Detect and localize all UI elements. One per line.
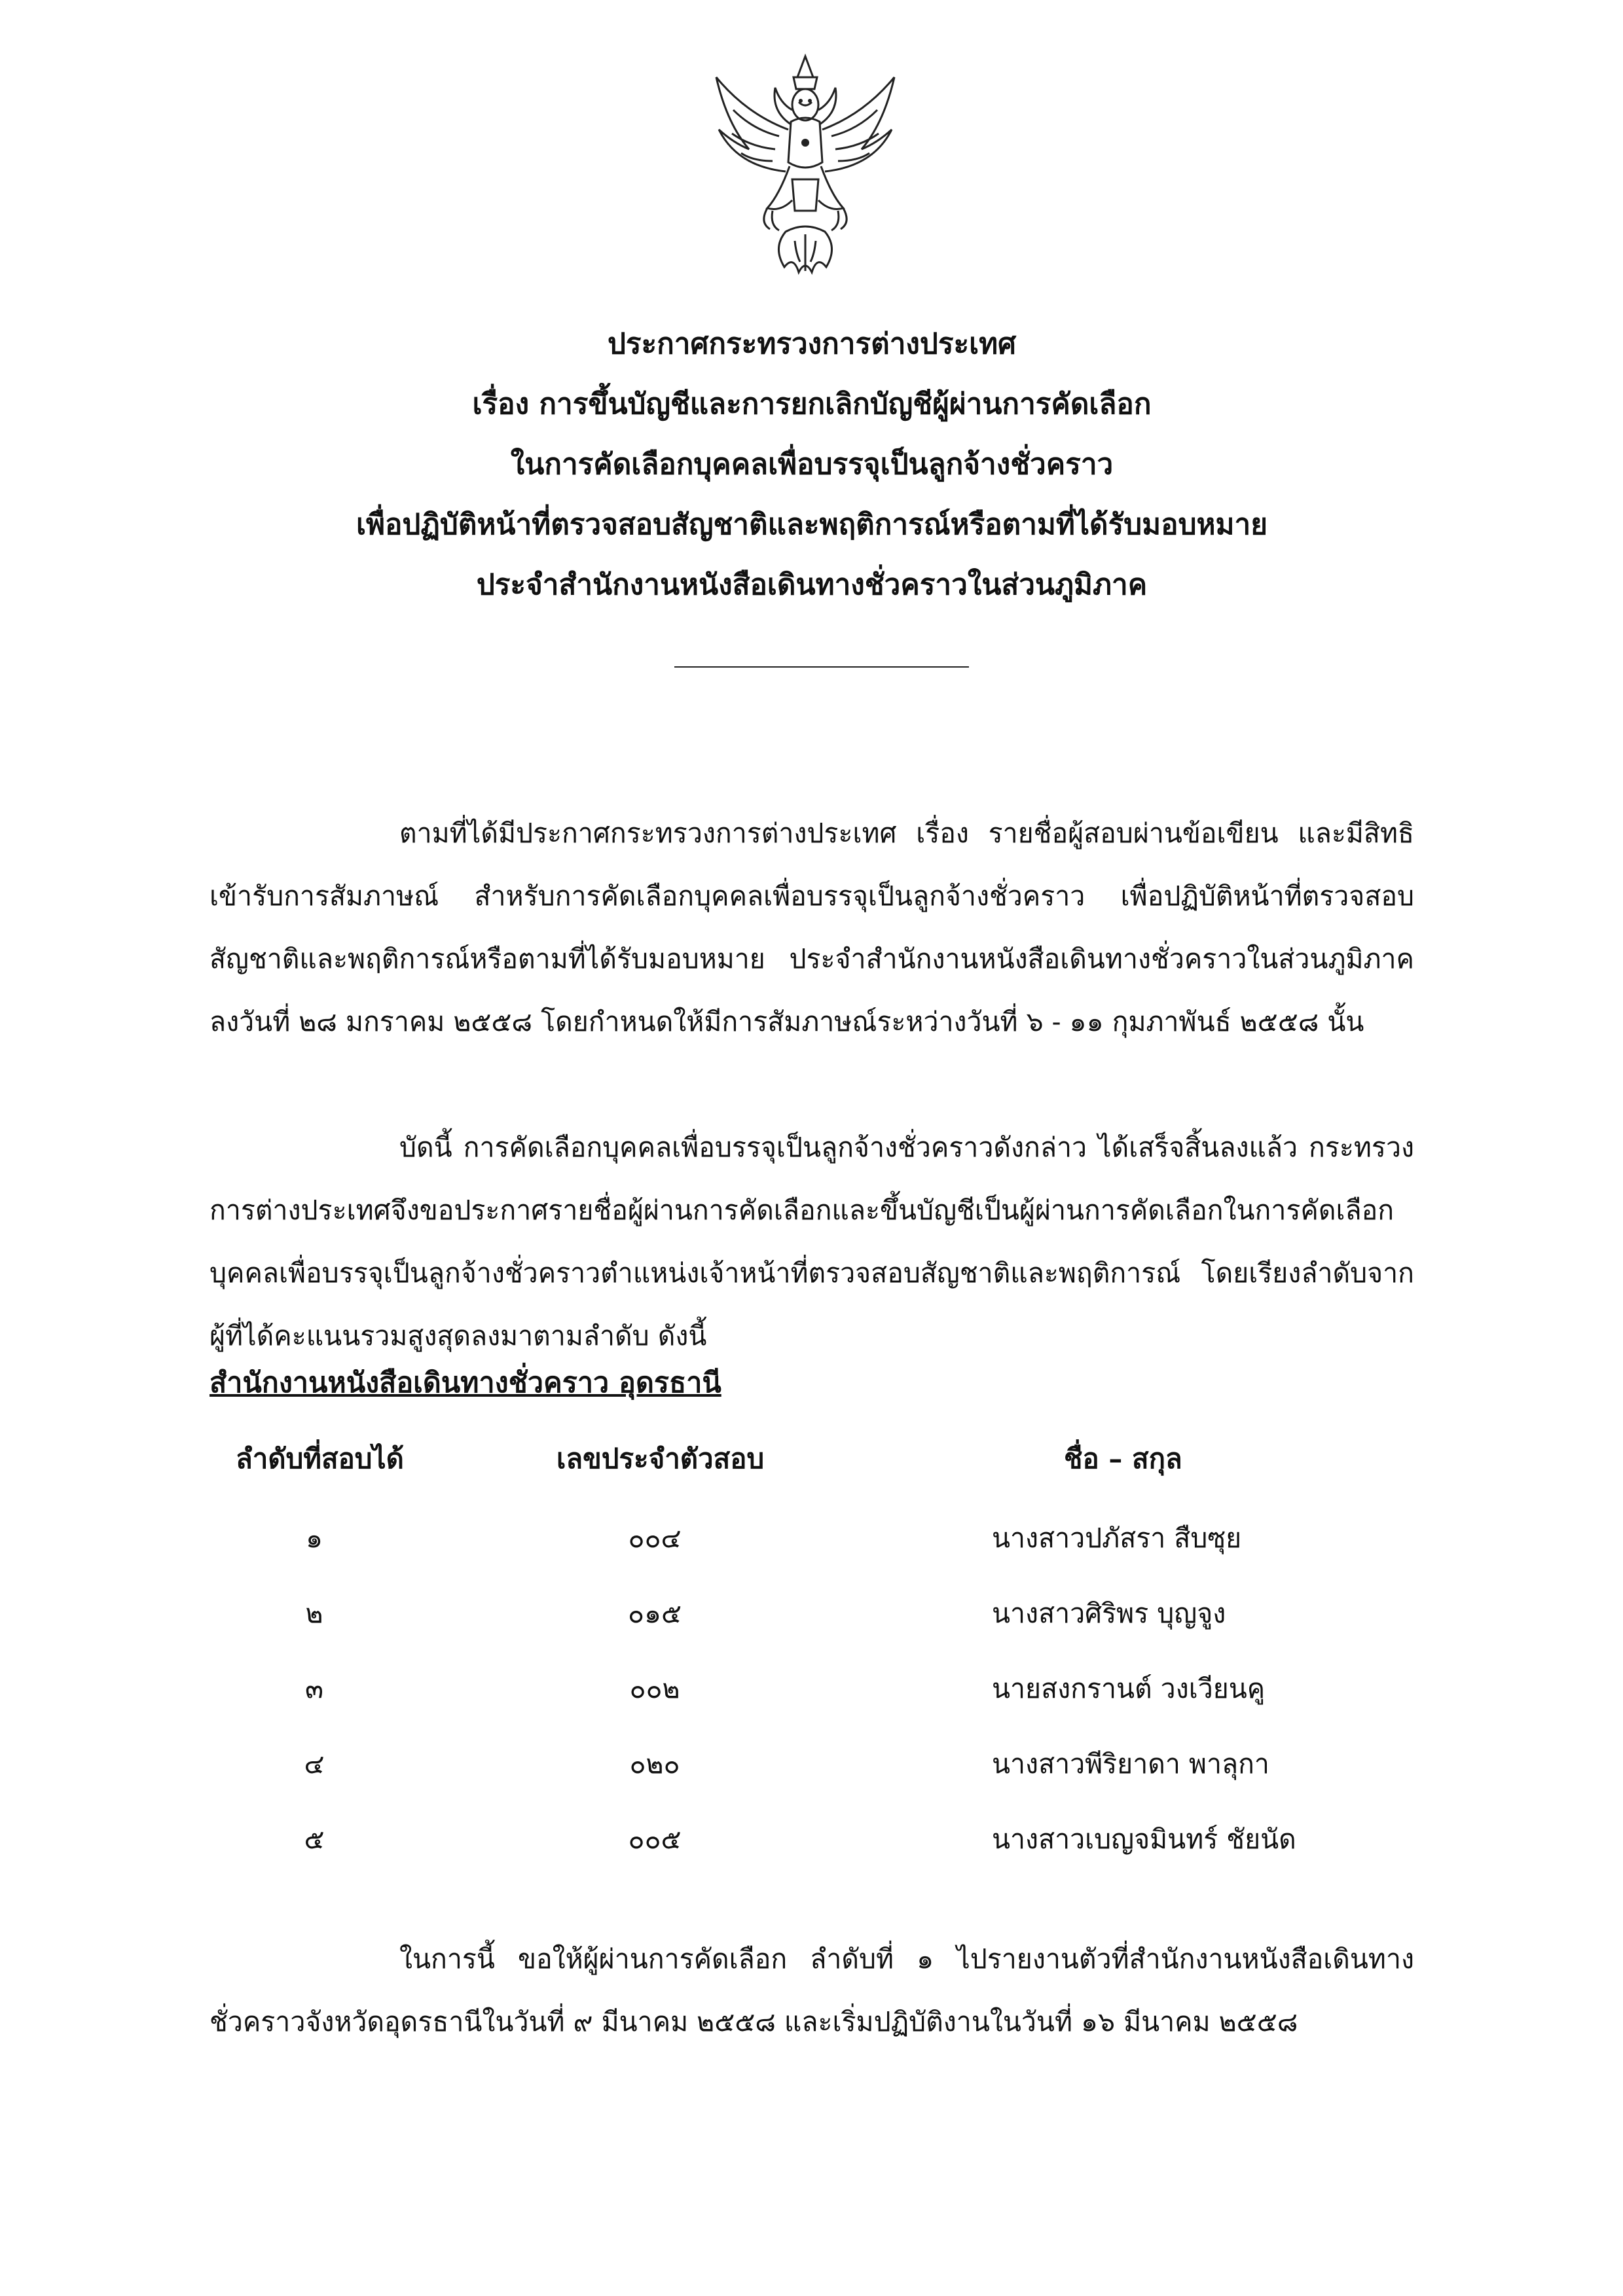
table-row-rank: ๔: [304, 1748, 325, 1780]
office-heading: สำนักงานหนังสือเดินทางชั่วคราว อุดรธานี: [210, 1367, 721, 1399]
table-row-exam-id: ๐๑๕: [627, 1598, 682, 1629]
table-row-name: นางสาวปภัสรา สืบซุย: [992, 1522, 1242, 1554]
table-row-exam-id: ๐๐๕: [628, 1823, 682, 1855]
table-row-name: นางสาวศิริพร บุญจูง: [992, 1598, 1226, 1629]
table-row-name: นางสาวพีริยาดา พาลุกา: [992, 1748, 1269, 1780]
announcement-title: ประกาศกระทรวงการต่างประเทศ: [607, 327, 1017, 361]
table-row-exam-id: ๐๐๒: [629, 1673, 680, 1704]
table-row-exam-id: ๐๒๐: [629, 1748, 680, 1780]
table-row-rank: ๕: [304, 1823, 325, 1855]
table-row-rank: ๒: [305, 1598, 323, 1629]
announcement-subject-line-4: ประจำสำนักงานหนังสือเดินทางชั่วคราวในส่วนภูมิภาค: [476, 568, 1148, 601]
paragraph-3-text: ในการนี้ ขอให้ผู้ผ่านการคัดเลือก ลำดับที่ ๑ ไปรายงานตัวที่สำนักงานหนังสือเดินทางชั่วคราวจังหวัดอุดรธานีในวันที่ ๙ มีนาคม ๒๕๕๘ และเริ่มปฏิบัติงานในวันที่ ๑๖ มีนาคม ๒๕๕๘: [210, 1943, 1414, 2037]
table-row-rank: ๑: [305, 1522, 323, 1554]
announcement-subject-line-3: เพื่อปฏิบัติหน้าที่ตรวจสอบสัญชาติและพฤติการณ์หรือตามที่ได้รับมอบหมาย: [356, 508, 1268, 541]
paragraph-2: [210, 1116, 1414, 1367]
col-header-rank: ลำดับที่สอบได้: [236, 1443, 404, 1475]
col-header-name: ชื่อ – สกุล: [1064, 1443, 1182, 1475]
announcement-subject-line-2: ในการคัดเลือกบุคคลเพื่อบรรจุเป็นลูกจ้างชั่วคราว: [510, 448, 1114, 481]
announcement-subject: เรื่อง การขึ้นบัญชีและการยกเลิกบัญชีผู้ผ่านการคัดเลือก: [472, 387, 1152, 421]
table-row-name: นายสงกรานต์ วงเวียนคู: [992, 1673, 1266, 1704]
paragraph-2-text: บัดนี้ การคัดเลือกบุคคลเพื่อบรรจุเป็นลูกจ้างชั่วคราวดังกล่าว ได้เสร็จสิ้นลงแล้ว กระทรวงการต่างประเทศจึงขอประกาศรายชื่อผู้ผ่านการคัดเลือกและขึ้นบัญชีเป็นผู้ผ่านการคัดเลือกในการคัดเลือกบุคคลเพื่อบรรจุเป็นลูกจ้างชั่วคราวตำแหน่งเจ้าหน้าที่ตรวจสอบสัญชาติและพฤติการณ์ โดยเรียงลำดับจากผู้ที่ได้คะแนนรวมสูงสุดลงมาตามลำดับ ดังนี้: [210, 1132, 1414, 1352]
col-header-exam-id: เลขประจำตัวสอบ: [556, 1443, 765, 1475]
title-divider: [674, 666, 969, 668]
table-row-name: นางสาวเบญจมินทร์ ชัยนัด: [992, 1823, 1296, 1855]
garuda-emblem: [707, 51, 903, 293]
paragraph-3: [210, 1928, 1414, 2053]
table-row-exam-id: ๐๐๔: [628, 1522, 682, 1554]
paragraph-1-text: ตามที่ได้มีประกาศกระทรวงการต่างประเทศ เรื่อง รายชื่อผู้สอบผ่านข้อเขียน และมีสิทธิเข้ารับการสัมภาษณ์ สำหรับการคัดเลือกบุคคลเพื่อบรรจุเป็นลูกจ้างชั่วคราว เพื่อปฏิบัติหน้าที่ตรวจสอบสัญชาติและพฤติการณ์หรือตามที่ได้รับมอบหมาย ประจำสำนักงานหนังสือเดินทางชั่วคราวในส่วนภูมิภาค ลงวันที่ ๒๘ มกราคม ๒๕๕๘ โดยกำหนดให้มีการสัมภาษณ์ระหว่างวันที่ ๖ - ๑๑ กุมภาพันธ์ ๒๕๕๘ นั้น: [210, 817, 1414, 1037]
paragraph-1: [210, 802, 1414, 1053]
table-row-rank: ๓: [304, 1673, 324, 1704]
